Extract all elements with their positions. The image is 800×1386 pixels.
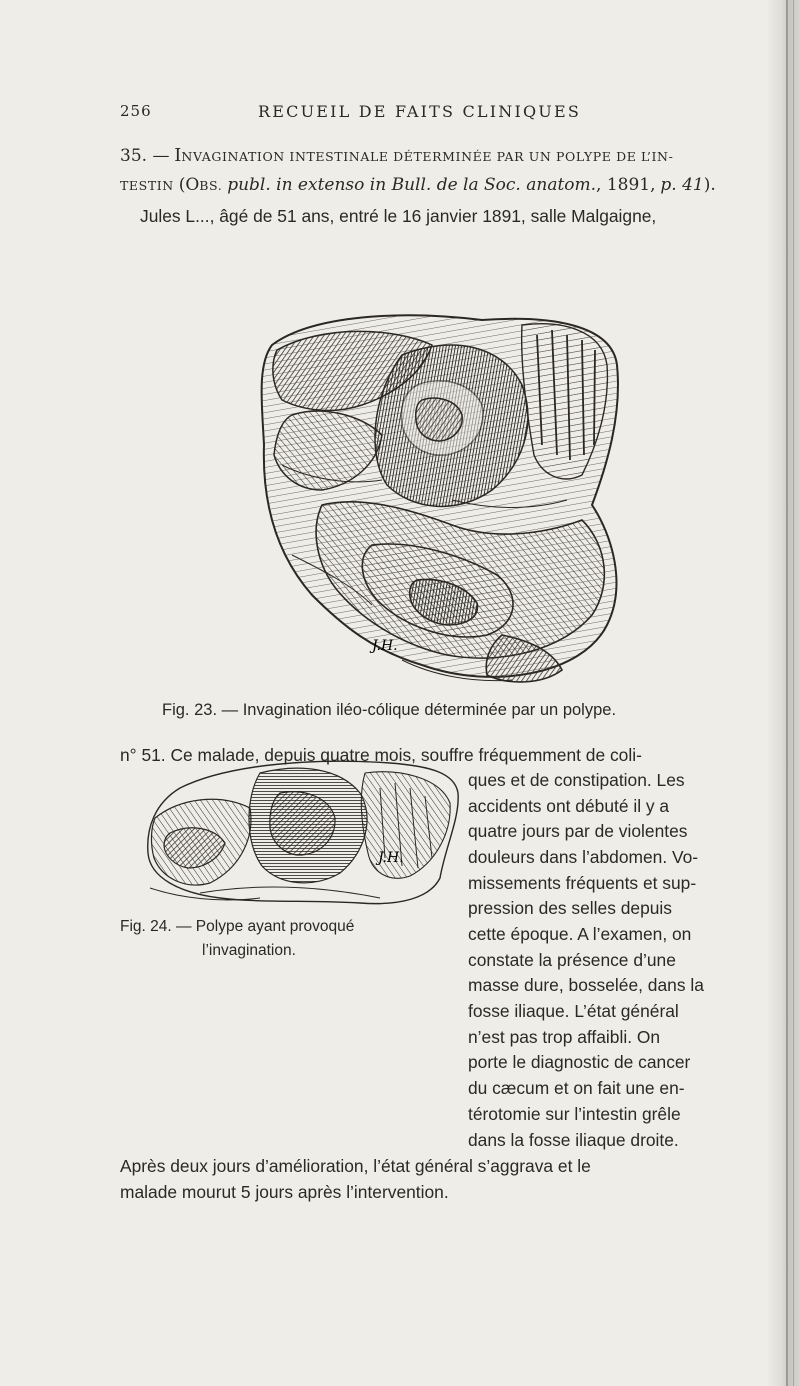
obs-open-paren: ( [178,175,186,195]
case-title-line-2 [120,174,716,195]
figure-23-caption: Fig. 23. — Invagination iléo-cólique déterminée par un polype. [162,701,617,719]
page-edge-shadow [766,0,800,1386]
obs-close-paren: ). [703,175,716,195]
body-line-3: accidents ont débuté il y a [468,796,670,816]
figure-24-label: J.H. [378,850,404,866]
case-number: 35. — [120,146,170,166]
figure-23-artist-mark: J.H. [372,638,398,654]
body-line-6: missements fréquents et sup- [468,873,697,893]
body-line-14: du cæcum et on fait une en- [468,1078,685,1098]
figure-23-illustration [252,305,632,695]
body-line-10: masse dure, bosselée, dans la [468,975,704,995]
body-line-9: constate la présence d’une [468,950,676,970]
publication-reference: publ. in extenso in Bull. de la Soc. anatom. [227,175,597,195]
body-line-16: dans la fosse iliaque droite. [468,1130,679,1150]
figure-24-caption-line-1: Fig. 24. — Polype ayant provoqué [120,918,355,935]
closing-line-2: malade mourut 5 jours après l’intervention. [120,1182,449,1202]
case-title-line-1 [120,145,673,166]
publication-year: , 1891, [596,175,656,195]
page-edge-line-outer [793,0,794,1386]
polyp-central-head [249,768,367,883]
body-line-15: térotomie sur l’intestin grêle [468,1104,681,1124]
closing-line-1: Après deux jours d’amélioration, l’état général s’aggrava et le [120,1156,591,1176]
figure-24-caption-line-2: l’invagination. [202,942,296,959]
publication-page: p. 41 [660,175,704,195]
case-intro-line: Jules L..., âgé de 51 ans, entré le 16 janvier 1891, salle Malgaigne, [140,206,657,226]
polyp-left-lobe [151,799,250,885]
body-line-13: porte le diagnostic de cancer [468,1052,691,1072]
polyp-right-lobe [361,772,450,878]
obs-abbrev: BS. [199,178,223,193]
body-line-11: fosse iliaque. L’état général [468,1001,679,1021]
body-line-5: douleurs dans l’abdomen. Vo- [468,847,699,867]
figure-24-illustration [140,758,462,910]
body-line-1: n° 51. Ce malade, depuis quatre mois, souffre fréquemment de coli- [120,745,642,765]
running-head: RECUEIL DE FAITS CLINIQUES [258,102,582,121]
case-title-initial: I [174,145,182,166]
page-edge-line [786,0,788,1386]
page-header [0,102,800,132]
body-line-8: cette époque. A l’examen, on [468,924,692,944]
page-number: 256 [120,102,152,120]
case-title-smallcaps: NVAGINATION INTESTINALE DÉTERMINÉE PAR UN POLYPE DE L’IN- [181,149,674,164]
body-line-4: quatre jours par de violentes [468,821,688,841]
polyp-base-strokes [150,887,380,900]
body-line-12: n’est pas trop affaibli. On [468,1027,661,1047]
obs-initial: O [185,175,200,195]
body-line-7: pression des selles depuis [468,898,672,918]
case-title-continued: TESTIN [120,178,174,193]
body-line-2: ques et de constipation. Les [468,770,685,790]
